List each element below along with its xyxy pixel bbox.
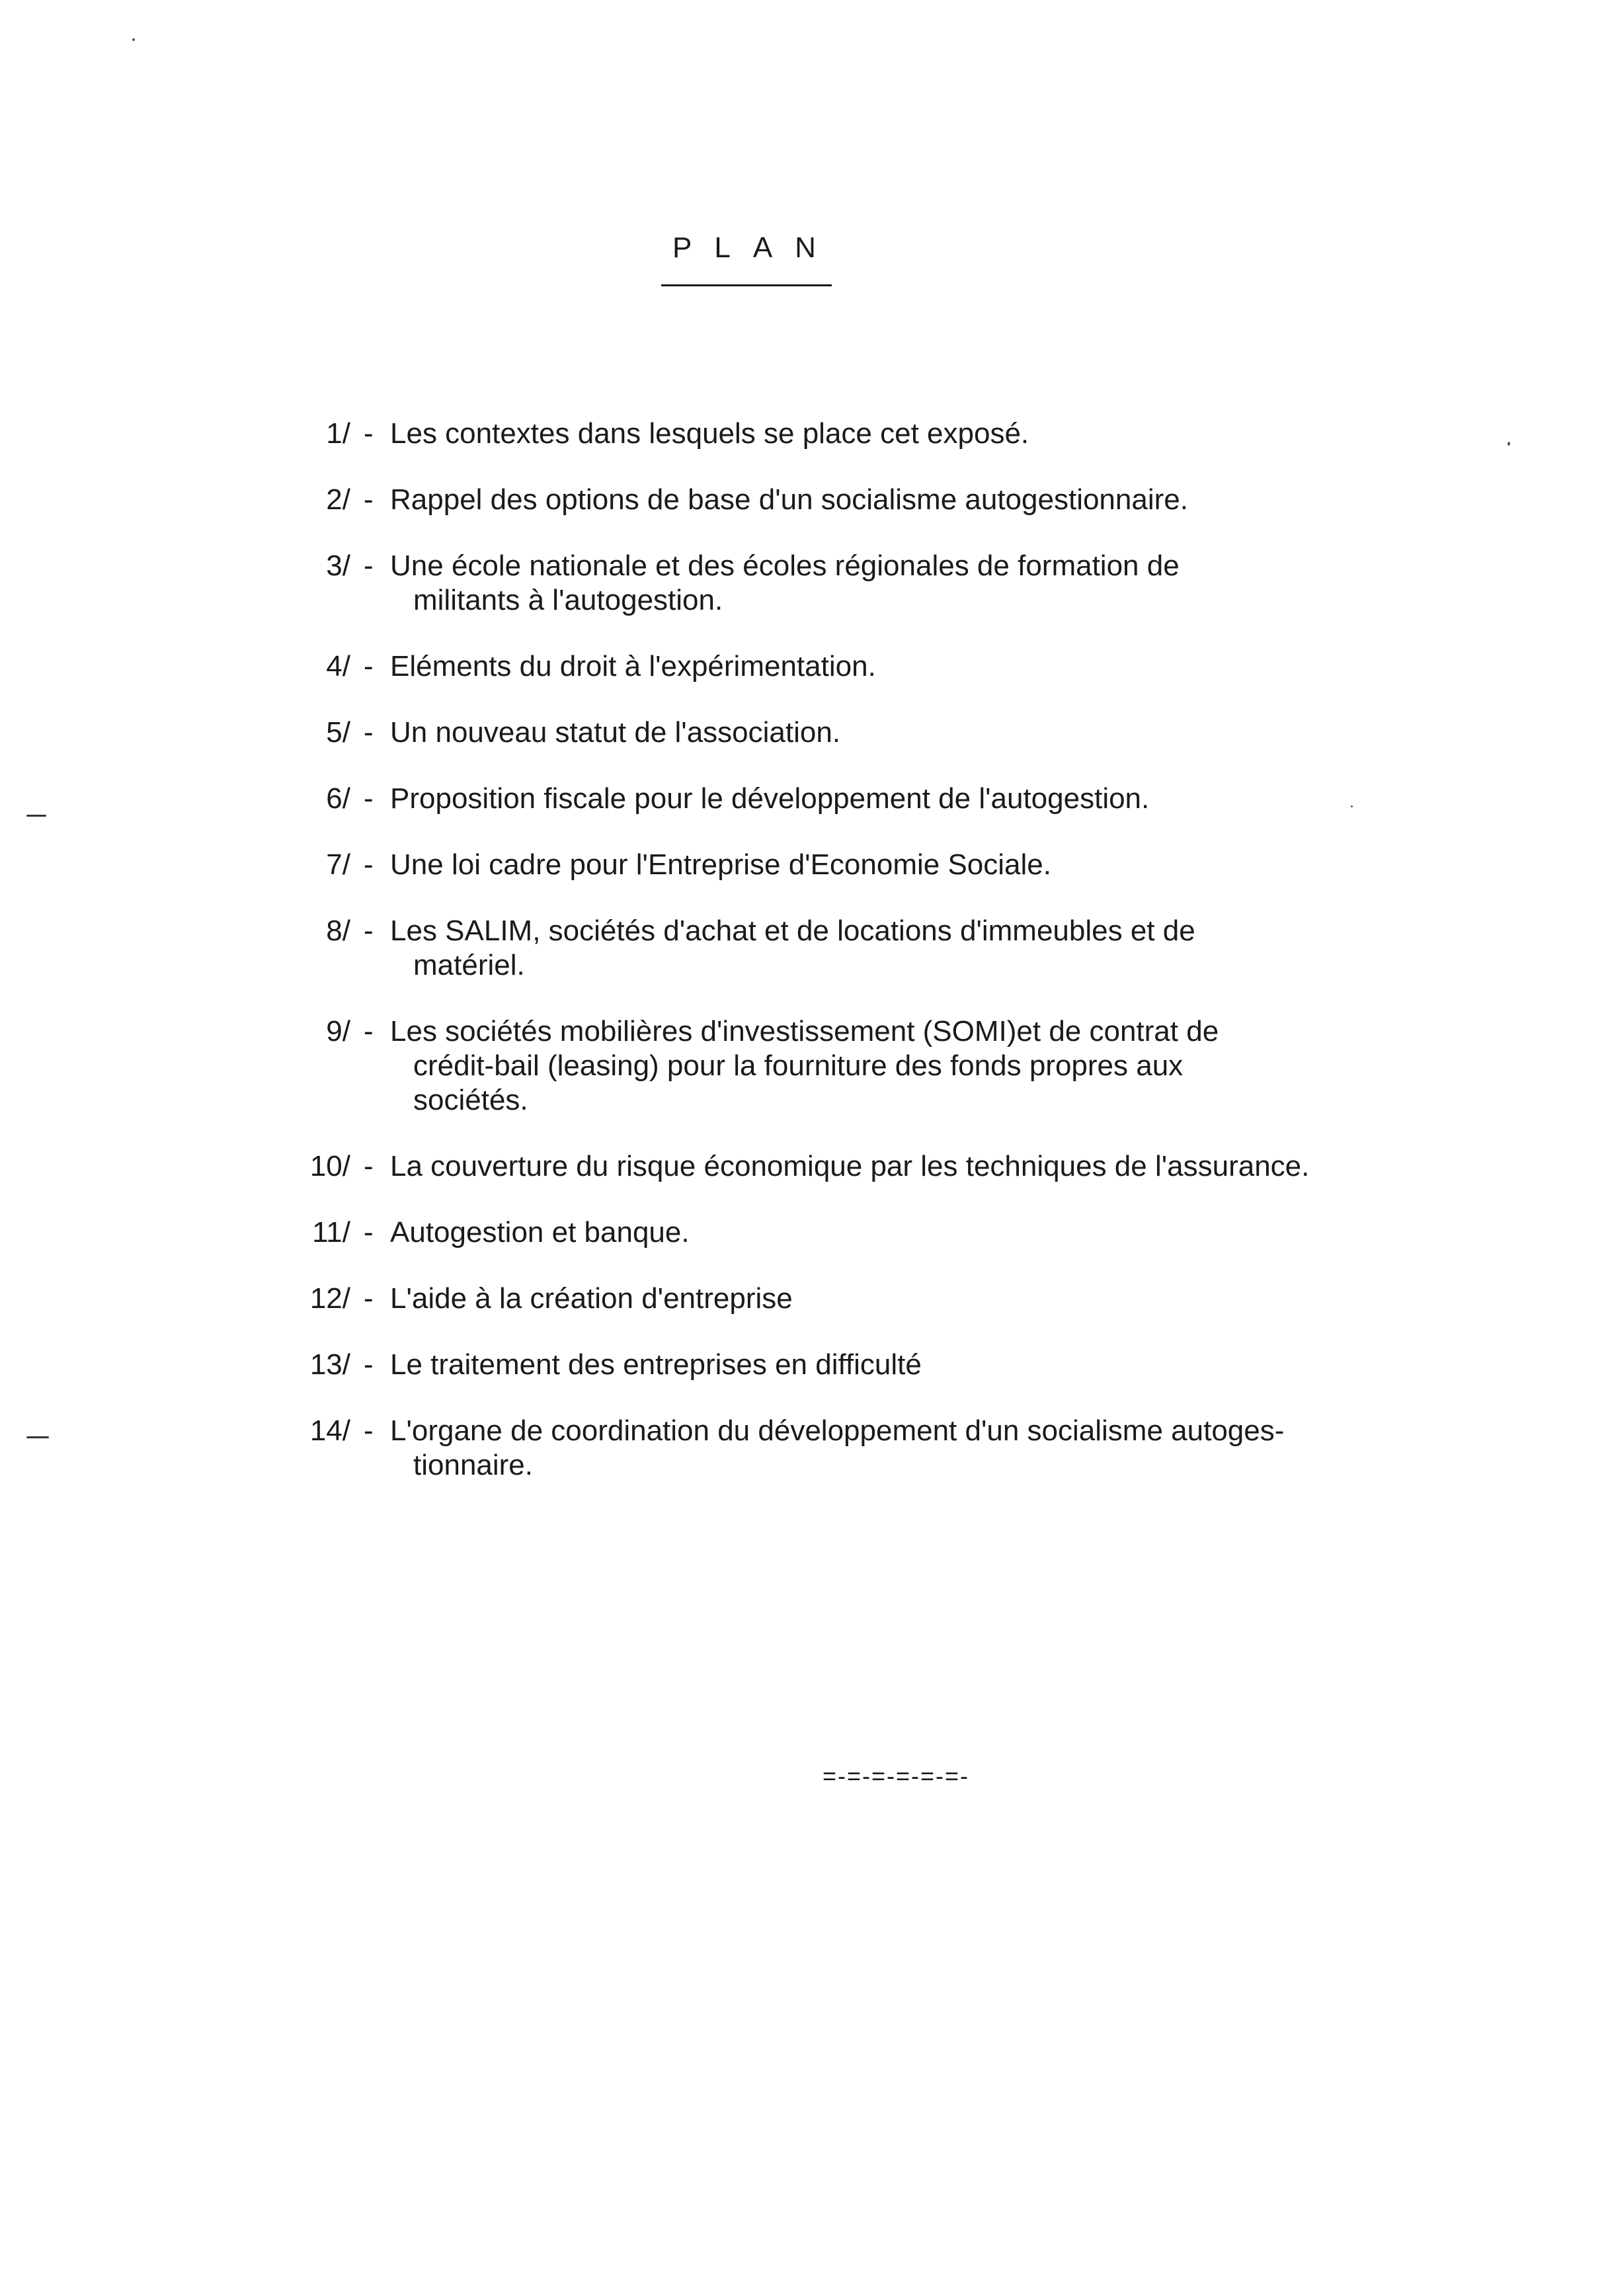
entry-text: L'organe de coordination du développement d'un socialisme autoges-	[390, 1414, 1285, 1447]
entry-number: 10/	[309, 1150, 350, 1182]
entry-dash: -	[364, 1150, 374, 1182]
entry-text: Les SALIM, sociétés d'achat et de locations d'immeubles et de	[390, 915, 1195, 947]
entry-dash: -	[364, 1015, 374, 1047]
entry-number: 1/	[326, 417, 350, 450]
page-title: PLAN	[672, 231, 838, 264]
entry-dash: -	[364, 417, 374, 450]
entry-number: 7/	[326, 848, 350, 881]
entry-text: Proposition fiscale pour le développement de l'autogestion.	[390, 782, 1150, 815]
toc-entry	[291, 1414, 1547, 1483]
entry-text: Le traitement des entreprises en difficulté	[390, 1348, 922, 1381]
entry-dash: -	[364, 716, 374, 749]
entry-dash: -	[364, 848, 374, 881]
toc-entry	[291, 417, 1547, 451]
toc-entry	[291, 1149, 1547, 1184]
entry-text: La couverture du risque économique par les techniques de l'assurance.	[390, 1150, 1310, 1182]
entry-number: 4/	[326, 650, 350, 682]
entry-number: 6/	[326, 782, 350, 815]
entry-dash: -	[364, 483, 374, 516]
toc-entry	[291, 483, 1547, 517]
entry-text-continuation: matériel.	[413, 949, 525, 981]
toc-entry	[291, 782, 1547, 816]
entry-number: 8/	[326, 915, 350, 947]
scan-speck	[132, 38, 135, 41]
toc-entry	[291, 914, 1547, 983]
toc-entry	[291, 716, 1547, 750]
end-separator: =-=-=-=-=-=-	[822, 1762, 970, 1789]
scan-speck	[1351, 805, 1353, 807]
title-underline	[661, 284, 832, 286]
margin-mark	[26, 1436, 49, 1438]
entry-text: Rappel des options de base d'un socialisme autogestionnaire.	[390, 483, 1188, 516]
entry-dash: -	[364, 1414, 374, 1447]
entry-text: Un nouveau statut de l'association.	[390, 716, 841, 749]
entry-text-continuation: sociétés.	[413, 1084, 528, 1116]
entry-text-continuation: crédit-bail (leasing) pour la fourniture des fonds propres aux	[413, 1049, 1184, 1082]
entry-number: 14/	[309, 1414, 350, 1447]
toc-entry	[291, 549, 1547, 618]
entry-number: 2/	[326, 483, 350, 516]
entry-text: Une loi cadre pour l'Entreprise d'Economie Sociale.	[390, 848, 1051, 881]
scan-speck	[1508, 442, 1510, 446]
table-of-contents	[291, 417, 1547, 1514]
entry-number: 5/	[326, 716, 350, 749]
entry-dash: -	[364, 1216, 374, 1249]
toc-entry	[291, 1282, 1547, 1316]
toc-entry	[291, 848, 1547, 882]
entry-text: Les sociétés mobilières d'investissement (SOMI)et de contrat de	[390, 1015, 1219, 1047]
entry-number: 3/	[326, 550, 350, 582]
entry-number: 11/	[312, 1216, 350, 1249]
toc-entry	[291, 649, 1547, 684]
entry-number: 9/	[326, 1015, 350, 1047]
entry-text: Une école nationale et des écoles régionales de formation de	[390, 550, 1180, 582]
entry-text-continuation: militants à l'autogestion.	[413, 584, 723, 616]
entry-number: 12/	[309, 1282, 350, 1315]
entry-number: 13/	[309, 1348, 350, 1381]
entry-text: Les contextes dans lesquels se place cet exposé.	[390, 417, 1029, 450]
entry-text-continuation: tionnaire.	[413, 1449, 534, 1481]
entry-text: Autogestion et banque.	[390, 1216, 690, 1249]
entry-dash: -	[364, 1282, 374, 1315]
toc-entry	[291, 1215, 1547, 1250]
toc-entry	[291, 1348, 1547, 1382]
entry-dash: -	[364, 550, 374, 582]
entry-text: Eléments du droit à l'expérimentation.	[390, 650, 876, 682]
entry-dash: -	[364, 782, 374, 815]
entry-text: L'aide à la création d'entreprise	[390, 1282, 793, 1315]
margin-mark	[26, 815, 46, 817]
entry-dash: -	[364, 915, 374, 947]
entry-dash: -	[364, 650, 374, 682]
toc-entry	[291, 1014, 1547, 1118]
entry-dash: -	[364, 1348, 374, 1381]
